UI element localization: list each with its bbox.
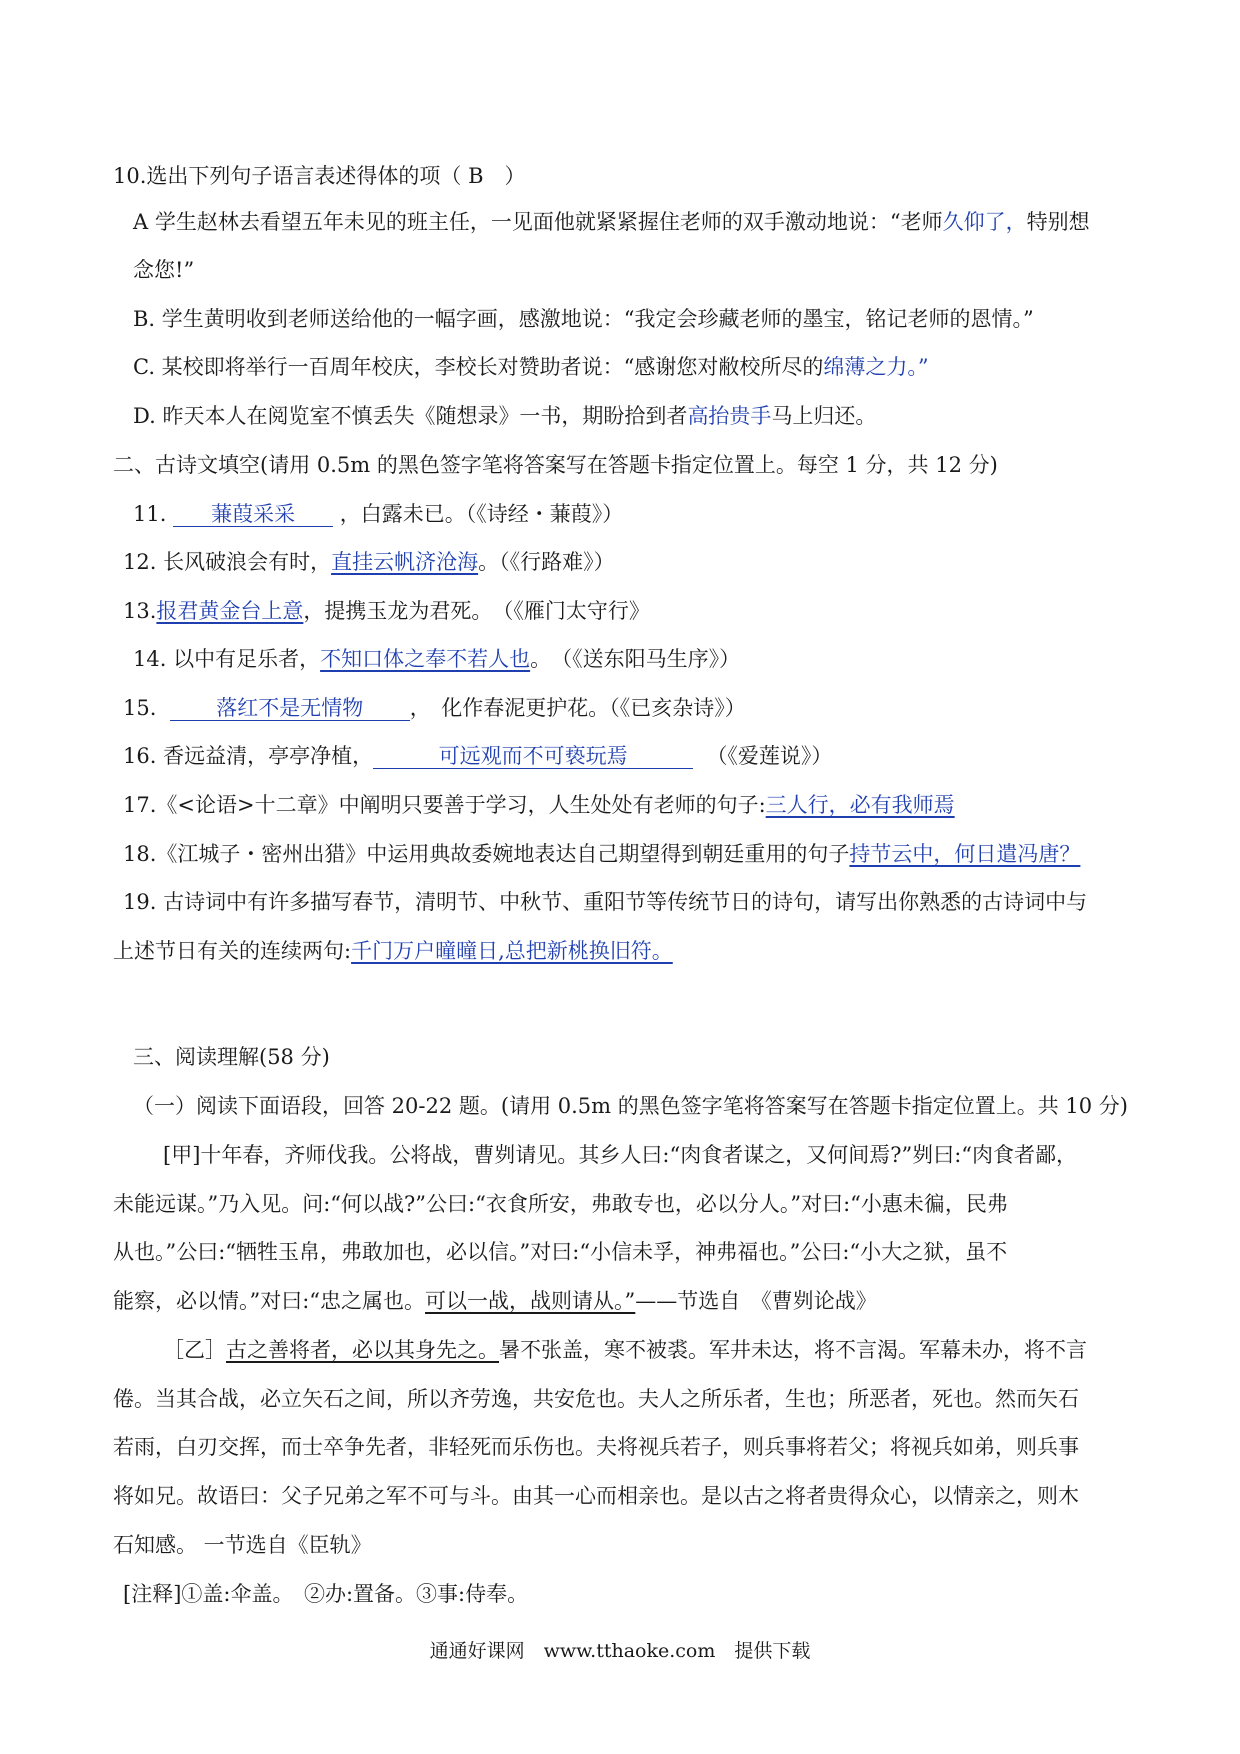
option-d-text-end: 马上归还。 xyxy=(771,404,877,428)
passage-yi-line1 xyxy=(163,1336,1240,1364)
option-a-text-cont: 念您!” xyxy=(133,258,195,282)
option-c-text: C. 某校即将举行一百周年校庆，李校长对赞助者说：“感谢您对敝校所尽的 xyxy=(133,355,824,379)
option-d-text: D. 昨天本人在阅览室不慎丢失《随想录》一书，期盼拾到者 xyxy=(133,404,688,428)
q10-option-a xyxy=(133,208,1240,236)
q18-answer: 持节云中，何日遣冯唐？ xyxy=(849,842,1081,866)
q12 xyxy=(123,548,1240,576)
option-a-text-end: 特别想 xyxy=(1026,210,1090,234)
q19-line2 xyxy=(113,937,1240,965)
section2-heading xyxy=(113,451,1240,479)
q10-stem xyxy=(113,162,1240,190)
q12-answer: 直挂云帆济沧海 xyxy=(331,550,479,574)
note-text: [注释]①盖:伞盖。 ②办:置备。③事:侍奉。 xyxy=(123,1582,529,1606)
q15-answer: 落红不是无情物 xyxy=(170,696,410,721)
footer xyxy=(0,1636,1240,1663)
jia-text: 能察，必以情。”对曰:“忠之属也。 xyxy=(113,1289,426,1313)
section2-heading-text: 二、古诗文填空(请用 0.5m 的黑色签字笔将答案写在答题卡指定位置上。每空 1 分，共 12 分) xyxy=(113,453,998,477)
q18-prefix: 18.《江城子・密州出猎》中运用典故委婉地表达自己期望得到朝廷重用的句子 xyxy=(123,842,850,866)
yi-text: 暑不张盖，寒不被裘。军井未达，将不言渴。军幕未办，将不言 xyxy=(499,1338,1087,1362)
q16-answer: 可远观而不可亵玩焉 xyxy=(373,744,693,769)
passage-jia-line2 xyxy=(113,1190,1240,1218)
yi-label: ［乙］ xyxy=(163,1338,226,1362)
q13 xyxy=(123,597,1240,625)
yi-underlined: 古之善将者，必以其身先之。 xyxy=(226,1338,499,1362)
q10-stem-text: 10.选出下列句子语言表述得体的项（ B ） xyxy=(113,164,526,188)
yi-source: 石知感。 一节选自《臣轨》 xyxy=(113,1533,372,1557)
yi-text: 倦。当其合战，必立矢石之间，所以齐劳逸，共安危也。夫人之所乐者，生也；所恶者，死也。然而矢石 xyxy=(113,1387,1079,1411)
q16 xyxy=(123,742,1240,770)
q14-rest: 。 （《送东阳马生序》） xyxy=(530,647,741,671)
q11-number: 11. xyxy=(133,502,167,526)
option-c-highlight: 绵薄之力。” xyxy=(823,355,929,379)
q10-option-a-cont xyxy=(133,256,1240,284)
jia-text: 从也。”公曰:“牺牲玉帛，弗敢加也，必以信。”对曰:“小信未孚，神弗福也。”公曰:“小大之狱，虽不 xyxy=(113,1240,1008,1264)
q19-answer: 千门万户曈曈日,总把新桃换旧符。 xyxy=(351,939,673,963)
passage-yi-line4 xyxy=(113,1482,1240,1510)
q18 xyxy=(123,840,1240,868)
footer-text: 通通好课网 www.tthaoke.com 提供下载 xyxy=(429,1640,811,1662)
passage-yi-line2 xyxy=(113,1385,1240,1413)
q16-prefix: 16. 香远益清，亭亭净植， xyxy=(123,744,374,768)
q17 xyxy=(123,791,1240,819)
q19-prefix: 上述节日有关的连续两句: xyxy=(113,939,352,963)
q13-rest: ，提携玉龙为君死。 （《雁门太守行》 xyxy=(303,599,650,623)
q16-rest: （《爱莲说》） xyxy=(706,744,833,768)
q10-option-b xyxy=(133,305,1240,333)
jia-text: [甲]十年春，齐师伐我。公将战，曹刿请见。其乡人曰:“肉食者谋之，又何间焉?”刿曰:“肉食者鄙， xyxy=(163,1143,1077,1167)
q13-answer: 报君黄金台上意 xyxy=(156,599,304,623)
passage-yi-line5 xyxy=(113,1531,1240,1559)
passage-yi-line3 xyxy=(113,1433,1240,1461)
q13-number: 13. xyxy=(123,599,157,623)
section3-sub1 xyxy=(133,1092,1240,1120)
section3-heading xyxy=(133,1043,1240,1071)
q15-rest: ， 化作春泥更护花。（《已亥杂诗》） xyxy=(409,696,746,720)
q14-answer: 不知口体之奉不若人也 xyxy=(320,647,531,671)
q12-prefix: 12. 长风破浪会有时， xyxy=(123,550,332,574)
yi-text: 将如兄。故语曰：父子兄弟之军不可与斗。由其一心而相亲也。是以古之将者贵得众心，以情亲之，则木 xyxy=(113,1484,1079,1508)
q10-option-d xyxy=(133,402,1240,430)
q11-rest: ，白露未已。（《诗经・蒹葭》） xyxy=(339,502,624,526)
passage-jia-line1 xyxy=(163,1141,1240,1169)
option-b-text: B. 学生黄明收到老师送给他的一幅字画，感激地说：“我定会珍藏老师的墨宝，铭记老师的恩情。” xyxy=(133,307,1034,331)
section3-heading-text: 三、阅读理解(58 分) xyxy=(133,1045,330,1069)
q15-number: 15. xyxy=(123,696,157,720)
q12-rest: 。（《行路难》） xyxy=(478,550,615,574)
jia-source: ——节选自 《曹刿论战》 xyxy=(635,1289,877,1313)
q11-answer: 蒹葭采采 xyxy=(173,502,333,527)
q19-line1 xyxy=(123,888,1240,916)
q14-prefix: 14. 以中有足乐者， xyxy=(133,647,321,671)
passage-jia-line4 xyxy=(113,1287,1240,1315)
q17-answer: 三人行，必有我师焉 xyxy=(765,793,955,817)
q14 xyxy=(133,645,1240,673)
q19-text: 19. 古诗词中有许多描写春节，清明节、中秋节、重阳节等传统节日的诗句，请写出你熟悉的古诗词中与 xyxy=(123,890,1088,914)
yi-text: 若雨，白刃交挥，而士卒争先者，非轻死而乐伤也。夫将视兵若子，则兵事将若父；将视兵如弟，则兵事 xyxy=(113,1435,1079,1459)
passage-jia-line3 xyxy=(113,1238,1240,1266)
q10-option-c xyxy=(133,353,1240,381)
section3-sub1-text: （一）阅读下面语段，回答 20-22 题。(请用 0.5m 的黑色签字笔将答案写在答题卡指定位置上。共 10 分) xyxy=(133,1094,1129,1118)
option-a-text: A 学生赵林去看望五年未见的班主任，一见面他就紧紧握住老师的双手激动地说：“老师 xyxy=(133,210,943,234)
jia-text: 未能远谋。”乃入见。问:“何以战?”公曰:“衣食所安，弗敢专也，必以分人。”对曰:“小惠未徧，民弗 xyxy=(113,1192,1008,1216)
option-a-highlight: 久仰了， xyxy=(942,210,1027,234)
q11 xyxy=(133,500,1240,528)
jia-underlined: 可以一战，战则请从。” xyxy=(425,1289,636,1313)
q17-prefix: 17.《<论语>十二章》中阐明只要善于学习，人生处处有老师的句子: xyxy=(123,793,766,817)
option-d-highlight: 高抬贵手 xyxy=(687,404,772,428)
q15 xyxy=(123,694,1240,722)
annotation-note xyxy=(123,1580,1240,1608)
